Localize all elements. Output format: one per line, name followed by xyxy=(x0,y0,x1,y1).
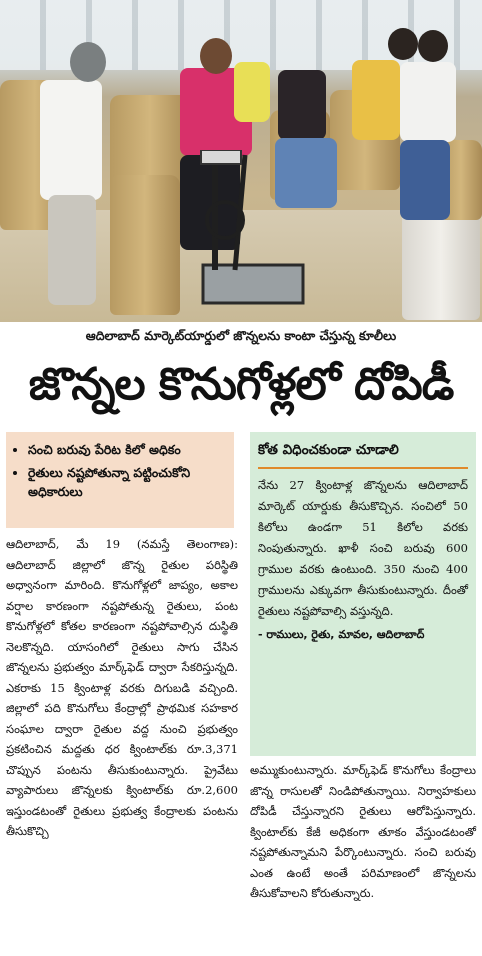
quote-signature: - రాములు, రైతు, మావల, ఆదిలాబాద్ xyxy=(258,628,425,641)
worker-trousers xyxy=(48,195,96,305)
worker-jeans-2 xyxy=(400,140,450,220)
quote-title: కోత విధించకుండా చూడాలి xyxy=(258,442,468,469)
headline: జొన్నల కొనుగోళ్లలో దోపిడీ xyxy=(28,359,454,410)
highlights-box xyxy=(6,432,234,528)
photo-caption: ఆదిలాబాద్ మార్కెట్‌యార్డులో జొన్నలను కాంటా చేస్తున్న కూలీలు xyxy=(48,322,434,350)
worker-white-tshirt xyxy=(400,62,456,142)
worker-yellow-shirt-2 xyxy=(352,60,400,140)
worker-yellow-shirt xyxy=(234,62,270,122)
highlight-item: • సంచి బరువు పేరిట కిలో అధికం xyxy=(28,440,228,459)
weighing-scale xyxy=(195,150,305,310)
worker-head xyxy=(418,30,448,62)
worker-head xyxy=(200,38,232,74)
grain-sack xyxy=(110,175,180,315)
news-photo xyxy=(0,0,482,322)
article-column-1: ఆదిలాబాద్, మే 19 (నమస్తే తెలంగాణ): ఆదిలాబాద్ జిల్లాలో జొన్న రైతుల పరిస్థితి అధ్వానంగా మారింది. కొనుగోళ్లలో జాప్యం, అకాల వర్షాల కారణంగా నష్టపోతున్న రైతులు, పంట కొనుగోళ్లలో కోతల కారణంగా నష్టపోవాల్సిన దుస్థితి నెలకొన్నది. యాసంగిలో రైతులు సాగు చేసిన జొన్నలను ప్రభుత్వం మార్క్‌ఫెడ్ ద్వారా సేకరిస్తున్నది. ఎకరాకు 15 క్వింటాళ్ల వరకు దిగుబడి వచ్చింది. జిల్లాలో పది కొనుగోలు కేంద్రాల్లో ప్రాథమిక సహకార సంఘాల ద్వారా రైతుల వద్ద నుంచి ప్రభుత్వం ప్రకటించిన మద్దతు ధర క్వింటాల్‌కు రూ.3,371 చొప్పున పంటను తీసుకుంటున్నారు. ప్రైవేటు వ్యాపారులు జొన్నలకు క్వింటాల్‌కు రూ.2,600 ఇస్తుండటంతో రైతులు ప్రభుత్వ కేంద్రాలకు పంటను తీసుకొచ్చి xyxy=(6,537,238,838)
worker-head xyxy=(388,28,418,60)
worker-black-shirt xyxy=(278,70,326,140)
worker-head xyxy=(70,42,106,82)
farmer-quote-box xyxy=(250,432,476,756)
highlight-item: • రైతులు నష్టపోతున్నా పట్టించుకోని అధికారులు xyxy=(28,463,228,501)
quote-body: నేను 27 క్వింటాళ్ల జొన్నలను ఆదిలాబాద్ మార్కెట్ యార్డుకు తీసుకొచ్చిన. సంచిలో 50 కిలోలు ఉండగా 51 కిలోల వరకు నింపుతున్నారు. ఖాళీ సంచి బరువు 600 గ్రాముల వరకు ఉంటుంది. 350 నుంచి 400 గ్రాములను ఎక్కువగా తీసుకుంటున్నారు. దీంతో రైతులు నష్టపోవాల్సి వస్తున్నది. xyxy=(258,478,468,618)
worker-white-shirt xyxy=(40,80,102,200)
article-column-2: అమ్ముకుంటున్నారు. మార్క్‌ఫెడ్ కొనుగోలు కేంద్రాలు జొన్న రాసులతో నిండిపోతున్నాయి. నిర్వాహకులు దోపిడీ చేస్తున్నారని రైతులు ఆరోపిస్తున్నారు. క్వింటాల్‌కు కేజీ అధికంగా తూకం వేస్తుండటంతో నష్టపోతున్నామని పేర్కొంటున్నారు. సంచి బరువు ఎంత ఉంటే అంతే పరిమాణంలో జొన్నలను తీసుకోవాలని కోరుతున్నారు. xyxy=(250,763,476,900)
